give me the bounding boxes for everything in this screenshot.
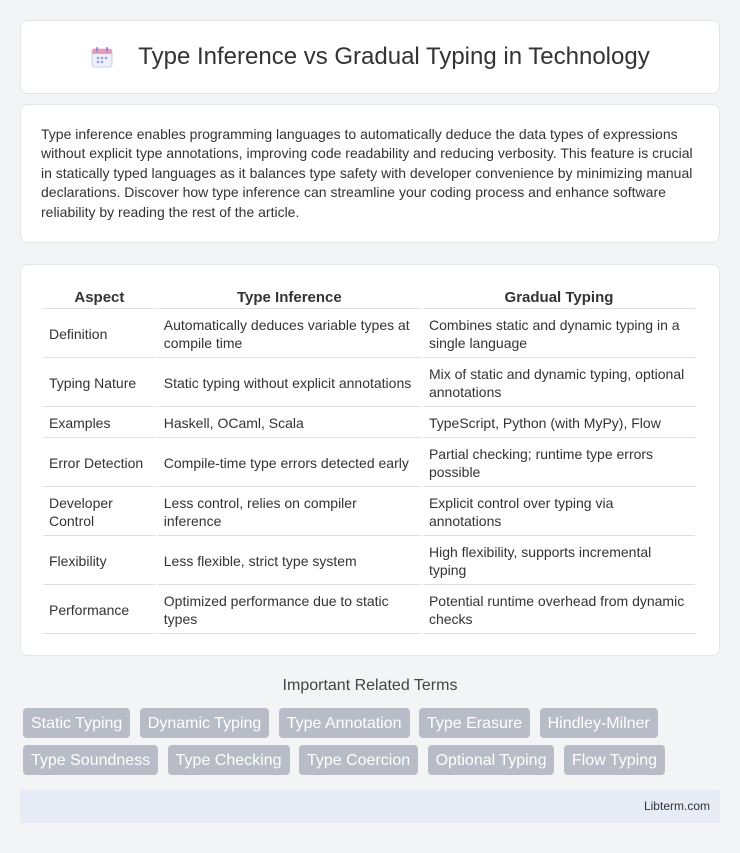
table-cell: Less control, relies on compiler inference	[158, 489, 421, 536]
table-cell: Error Detection	[43, 440, 156, 487]
table-row	[43, 587, 695, 634]
table-cell: High flexibility, supports incremental typing	[423, 538, 695, 585]
footer	[20, 790, 720, 823]
table-cell: Optimized performance due to static types	[158, 587, 421, 634]
calendar-icon	[90, 45, 114, 69]
table-cell: Combines static and dynamic typing in a single language	[423, 311, 695, 358]
table-row	[43, 489, 695, 536]
intro-text: Type inference enables programming languages to automatically deduce the data types of expressions without explicit type annotations, improving code readability and reducing verbosity. This feature is crucial in statically typed languages as it balances type safety with developer convenience by minimizing manual declarations. Discover how type inference can streamline your coding process and enhance software reliability by reading the rest of the article.	[41, 126, 693, 220]
tag-static-typing[interactable]: Static Typing	[23, 708, 130, 738]
tag-type-annotation[interactable]: Type Annotation	[279, 708, 410, 738]
table-cell: Potential runtime overhead from dynamic checks	[423, 587, 695, 634]
column-header: Aspect	[43, 287, 156, 309]
table-row	[43, 360, 695, 407]
table-cell: Typing Nature	[43, 360, 156, 407]
table-cell: Performance	[43, 587, 156, 634]
table-row	[43, 538, 695, 585]
column-header: Gradual Typing	[423, 287, 695, 309]
intro-card	[20, 104, 720, 243]
table-row	[43, 440, 695, 487]
table-cell: TypeScript, Python (with MyPy), Flow	[423, 409, 695, 438]
table-cell: Partial checking; runtime type errors possible	[423, 440, 695, 487]
tag-type-erasure[interactable]: Type Erasure	[419, 708, 530, 738]
comparison-table	[41, 285, 697, 636]
table-row	[43, 311, 695, 358]
table-cell: Automatically deduces variable types at compile time	[158, 311, 421, 358]
table-cell: Developer Control	[43, 489, 156, 536]
table-cell: Explicit control over typing via annotations	[423, 489, 695, 536]
table-cell: Examples	[43, 409, 156, 438]
table-cell: Flexibility	[43, 538, 156, 585]
table-cell: Static typing without explicit annotations	[158, 360, 421, 407]
table-cell: Less flexible, strict type system	[158, 538, 421, 585]
tag-type-checking[interactable]: Type Checking	[168, 745, 290, 775]
tag-hindley-milner[interactable]: Hindley-Milner	[540, 708, 658, 738]
tag-type-soundness[interactable]: Type Soundness	[23, 745, 158, 775]
column-header: Type Inference	[158, 287, 421, 309]
comparison-card	[20, 264, 720, 656]
table-cell: Compile-time type errors detected early	[158, 440, 421, 487]
page-title: Type Inference vs Gradual Typing in Technology	[138, 43, 650, 70]
table-cell: Haskell, OCaml, Scala	[158, 409, 421, 438]
title-card	[20, 20, 720, 94]
tag-optional-typing[interactable]: Optional Typing	[428, 745, 555, 775]
table-row	[43, 409, 695, 438]
table-header-row	[43, 287, 695, 309]
tag-type-coercion[interactable]: Type Coercion	[299, 745, 418, 775]
tag-dynamic-typing[interactable]: Dynamic Typing	[140, 708, 270, 738]
table-cell: Definition	[43, 311, 156, 358]
table-cell: Mix of static and dynamic typing, optional annotations	[423, 360, 695, 407]
related-terms-list	[23, 708, 723, 782]
site-link[interactable]: Libterm.com	[643, 799, 710, 813]
related-terms-heading: Important Related Terms	[282, 677, 458, 694]
tag-flow-typing[interactable]: Flow Typing	[564, 745, 665, 775]
